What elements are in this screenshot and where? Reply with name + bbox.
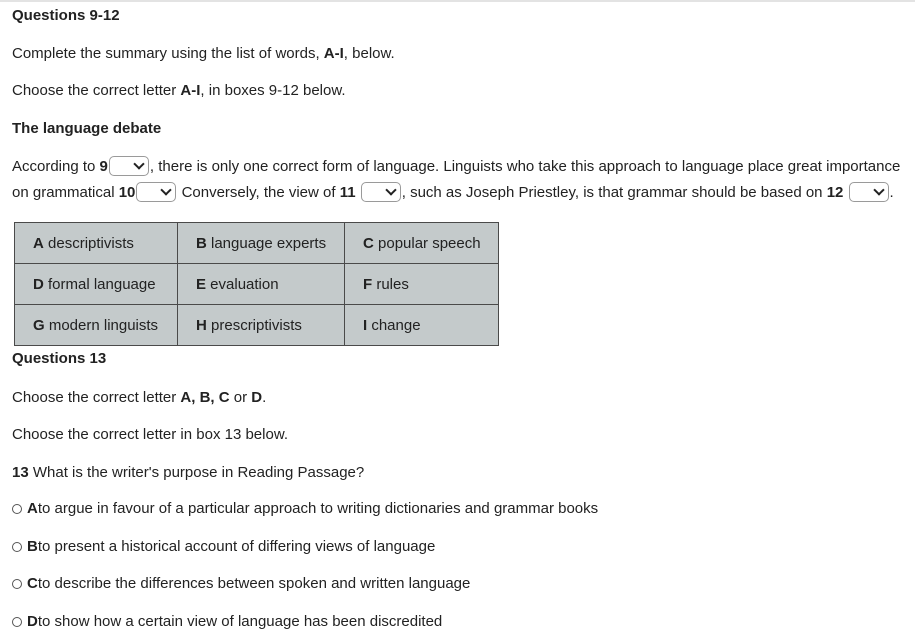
radio-button[interactable] (12, 617, 22, 627)
instruction-box-13: Choose the correct letter in box 13 below. (12, 426, 288, 443)
answer-select-10[interactable] (136, 182, 176, 202)
question-number-9: 9 (99, 158, 108, 175)
option-a[interactable]: A to argue in favour of a particular approach to writing dictionaries and grammar books (12, 500, 598, 517)
word-cell: B language experts (178, 223, 345, 264)
answer-select-12[interactable] (849, 182, 889, 202)
chevron-down-icon (385, 184, 396, 195)
word-list-table (14, 222, 499, 346)
table-row (15, 264, 499, 305)
chevron-down-icon (133, 158, 144, 169)
answer-select-9[interactable] (109, 156, 149, 176)
word-cell: C popular speech (345, 223, 499, 264)
option-c[interactable]: C to describe the differences between spoken and written language (12, 575, 470, 592)
option-b[interactable]: B to present a historical account of differing views of language (12, 538, 435, 555)
table-row (15, 223, 499, 264)
section-heading-9-12: Questions 9-12 (12, 7, 120, 24)
word-cell: E evaluation (178, 264, 345, 305)
chevron-down-icon (873, 184, 884, 195)
top-divider (0, 0, 915, 2)
word-cell: A descriptivists (15, 223, 178, 264)
radio-button[interactable] (12, 579, 22, 589)
question-number-11: 11 (339, 184, 356, 201)
table-row (15, 305, 499, 346)
word-cell: H prescriptivists (178, 305, 345, 346)
word-cell: I change (345, 305, 499, 346)
radio-button[interactable] (12, 504, 22, 514)
summary-title: The language debate (12, 120, 162, 137)
option-d[interactable]: D to show how a certain view of language has been discredited (12, 613, 442, 630)
answer-select-11[interactable] (361, 182, 401, 202)
instruction-complete-summary: Complete the summary using the list of words, A-I, below. (12, 45, 395, 62)
chevron-down-icon (161, 184, 172, 195)
word-cell: G modern linguists (15, 305, 178, 346)
word-cell: F rules (345, 264, 499, 305)
question-13: 13 What is the writer's purpose in Reading Passage? (12, 464, 365, 481)
summary-paragraph: According to 9 , there is only one correct form of language. Linguists who take this approach to language place great importance on grammatical 10 Conversely, the view of 11 , such as Joseph Priestley, is that grammar should be based on 12 . (12, 158, 901, 201)
section-heading-13: Questions 13 (12, 350, 107, 367)
instruction-choose-letter: Choose the correct letter A-I, in boxes 9-12 below. (12, 82, 346, 99)
question-number-10: 10 (118, 184, 136, 201)
question-number-12: 12 (826, 184, 844, 201)
radio-button[interactable] (12, 542, 22, 552)
word-cell: D formal language (15, 264, 178, 305)
instruction-choose-abcd: Choose the correct letter A, B, C or D. (12, 389, 267, 406)
